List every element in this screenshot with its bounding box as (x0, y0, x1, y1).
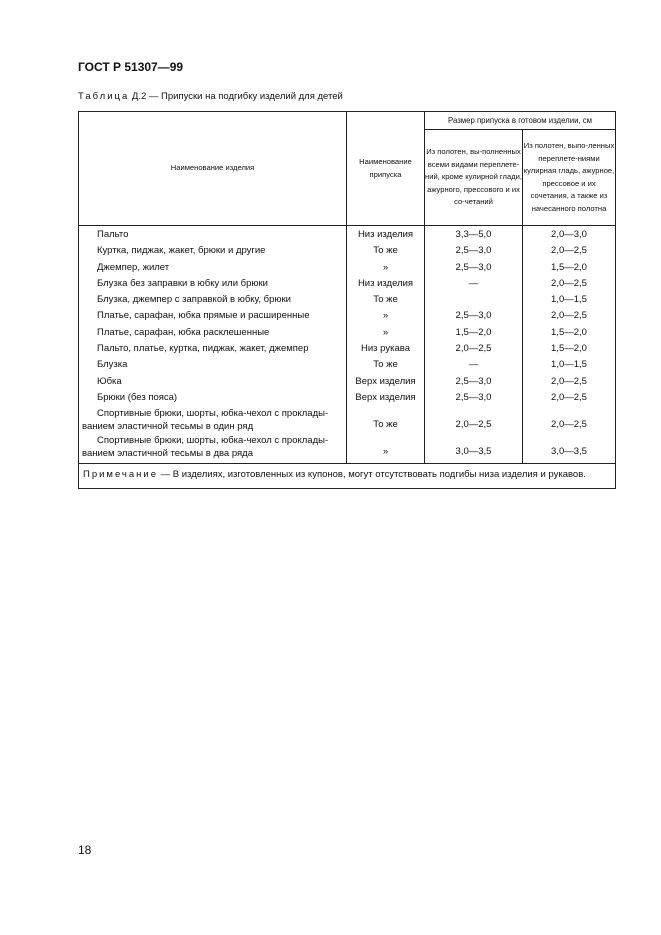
column-header-allowance-name: Наименование припуска (347, 112, 425, 226)
table-row (79, 357, 616, 373)
cell-size-1: 2,0—2,5 (425, 341, 523, 357)
column-header-item-name: Наименование изделия (79, 112, 347, 226)
cell-item: Куртка, пиджак, жакет, брюки и другие (79, 243, 347, 259)
cell-size-1: 3,3—5,0 (425, 226, 523, 244)
allowances-table (78, 111, 616, 489)
cell-allowance: Низ изделия (347, 226, 425, 244)
cell-item: Блузка (79, 357, 347, 373)
cell-item: Брюки (без пояса) (79, 390, 347, 406)
table-row (79, 260, 616, 276)
cell-allowance: Верх изделия (347, 390, 425, 406)
cell-allowance: То же (347, 406, 425, 433)
cell-size-2: 3,0—3,5 (523, 433, 616, 464)
cell-size-1: — (425, 357, 523, 373)
cell-item: Джемпер, жилет (79, 260, 347, 276)
cell-item: Платье, сарафан, юбка расклешенные (79, 325, 347, 341)
cell-size-1: 2,0—2,5 (425, 406, 523, 433)
table-caption-prefix: Таблица (78, 91, 130, 102)
cell-item: Спортивные брюки, шорты, юбка-чехол с проклады-ванием эластичной тесьмы в один ряд (79, 406, 347, 433)
cell-size-1: 2,5—3,0 (425, 260, 523, 276)
cell-allowance: Низ рукава (347, 341, 425, 357)
cell-allowance: » (347, 308, 425, 324)
cell-size-2: 2,0—2,5 (523, 390, 616, 406)
cell-allowance: » (347, 433, 425, 464)
cell-size-2: 1,0—1,5 (523, 292, 616, 308)
cell-size-1: 2,5—3,0 (425, 374, 523, 390)
cell-item: Блузка, джемпер с заправкой в юбку, брюки (79, 292, 347, 308)
cell-size-2: 2,0—2,5 (523, 243, 616, 259)
cell-size-2: 1,5—2,0 (523, 325, 616, 341)
cell-size-2: 2,0—2,5 (523, 374, 616, 390)
cell-allowance: » (347, 260, 425, 276)
cell-allowance: То же (347, 357, 425, 373)
table-caption-text: Д.2 — Припуски на подгибку изделий для детей (129, 91, 343, 102)
page-number: 18 (78, 843, 92, 857)
table-row (79, 390, 616, 406)
note-text: — В изделиях, изготовленных из купонов, могут отсутствовать подгибы низа изделия и рукавов. (158, 469, 586, 481)
cell-item: Спортивные брюки, шорты, юбка-чехол с проклады-ванием эластичной тесьмы в два ряда (79, 433, 347, 464)
table-row (79, 406, 616, 433)
cell-item: Пальто, платье, куртка, пиджак, жакет, джемпер (79, 341, 347, 357)
cell-size-2: 1,5—2,0 (523, 260, 616, 276)
cell-allowance: » (347, 325, 425, 341)
table-row (79, 292, 616, 308)
cell-item: Блузка без заправки в юбку или брюки (79, 276, 347, 292)
cell-allowance: Низ изделия (347, 276, 425, 292)
cell-size-2: 1,5—2,0 (523, 341, 616, 357)
cell-size-1 (425, 292, 523, 308)
note-label: Примечание (83, 469, 158, 481)
cell-size-2: 2,0—2,5 (523, 406, 616, 433)
cell-size-1: 1,5—2,0 (425, 325, 523, 341)
cell-size-1: — (425, 276, 523, 292)
table-row (79, 226, 616, 244)
cell-size-2: 2,0—2,5 (523, 308, 616, 324)
table-row (79, 341, 616, 357)
table-body (79, 226, 616, 489)
cell-size-2: 2,0—3,0 (523, 226, 616, 244)
document-header: ГОСТ Р 51307—99 (78, 60, 184, 74)
table-header (79, 112, 616, 226)
table-row (79, 433, 616, 464)
table-note (79, 464, 616, 488)
table-caption (78, 91, 343, 102)
column-header-size-group: Размер припуска в готовом изделии, см (425, 112, 616, 130)
cell-item: Пальто (79, 226, 347, 244)
table-row (79, 374, 616, 390)
cell-item: Юбка (79, 374, 347, 390)
cell-size-1: 2,5—3,0 (425, 243, 523, 259)
cell-allowance: Верх изделия (347, 374, 425, 390)
cell-size-1: 3,0—3,5 (425, 433, 523, 464)
table-row (79, 325, 616, 341)
table-row (79, 308, 616, 324)
table-row (79, 243, 616, 259)
table-note-row (79, 464, 616, 488)
cell-size-1: 2,5—3,0 (425, 390, 523, 406)
cell-size-1: 2,5—3,0 (425, 308, 523, 324)
table-row (79, 276, 616, 292)
cell-allowance: То же (347, 243, 425, 259)
column-header-size-col-1: Из полотен, вы-полненных всеми видами переплете-ний, кроме кулирной глади, ажурного, прессового и их со-четаний (425, 130, 523, 226)
cell-allowance: То же (347, 292, 425, 308)
cell-item: Платье, сарафан, юбка прямые и расширенные (79, 308, 347, 324)
cell-size-2: 1,0—1,5 (523, 357, 616, 373)
column-header-size-col-2: Из полотен, выпо-ленных переплете-ниями кулирная гладь, ажурное, прессовое и их сочетания, а также из начесанного полотна (523, 130, 616, 226)
cell-size-2: 2,0—2,5 (523, 276, 616, 292)
